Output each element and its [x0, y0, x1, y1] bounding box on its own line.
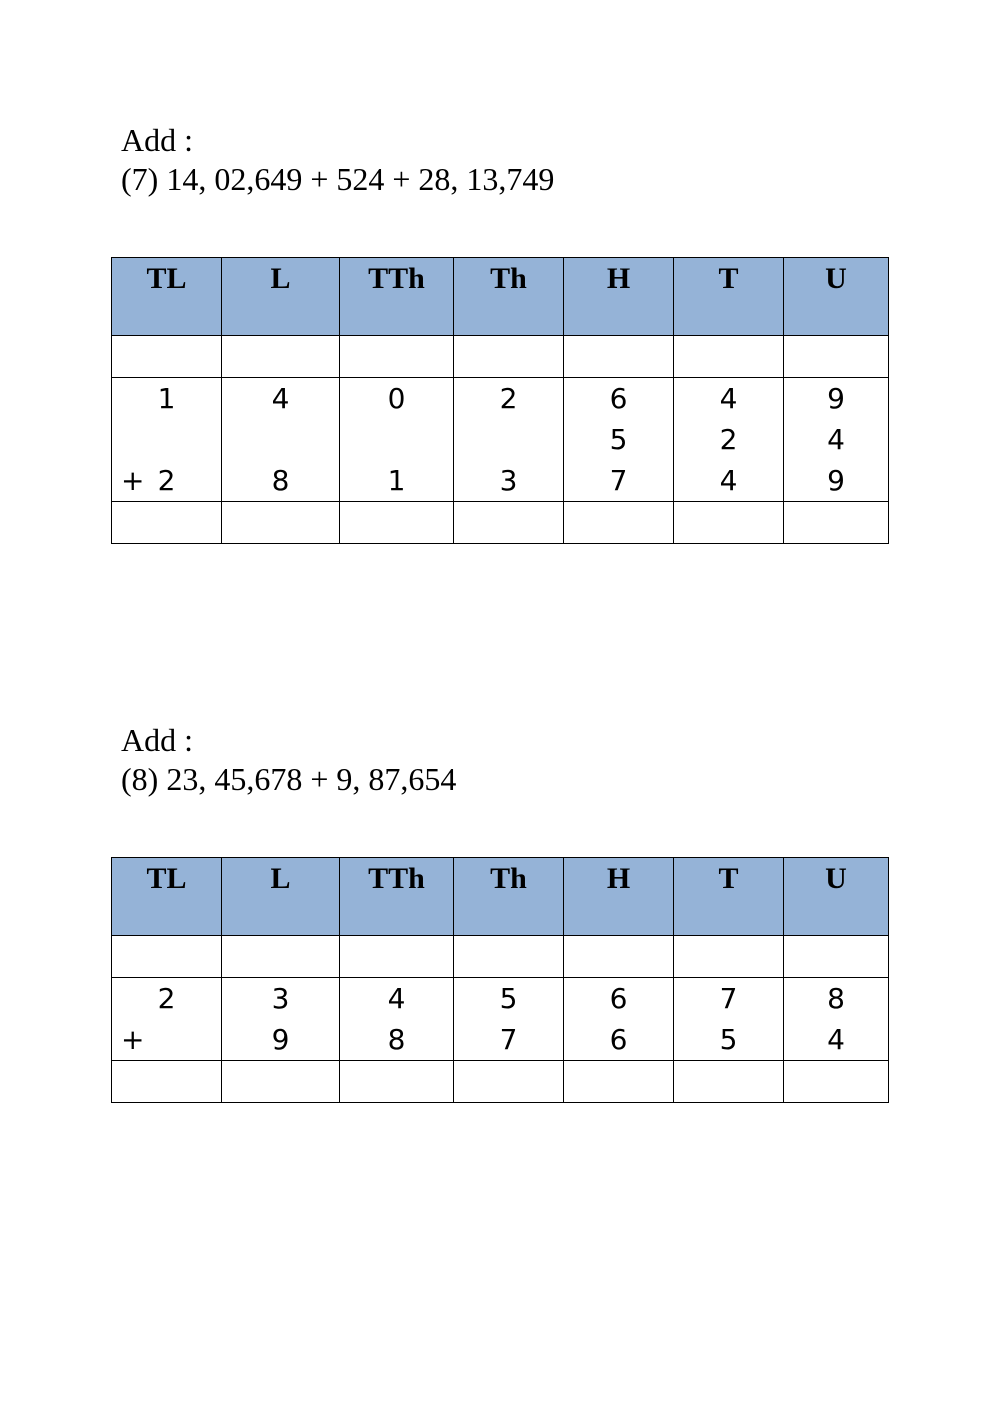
header-h: H — [564, 258, 674, 336]
digit: 9 — [827, 464, 845, 497]
digit: 0 — [387, 382, 406, 415]
carry-cell[interactable] — [112, 936, 222, 978]
answer-row — [112, 1061, 889, 1103]
digit: 4 — [719, 464, 738, 497]
carry-cell[interactable] — [454, 936, 564, 978]
digit: 9 — [827, 382, 845, 415]
digit: 3 — [271, 982, 290, 1015]
digit: 5 — [719, 1023, 738, 1056]
digit: 1 — [387, 464, 406, 497]
carry-cell[interactable] — [340, 336, 454, 378]
carry-cell[interactable] — [564, 336, 674, 378]
header-h: H — [564, 858, 674, 936]
header-t: T — [674, 258, 784, 336]
digit: 3 — [499, 464, 518, 497]
digit — [454, 419, 563, 460]
digit: 4 — [827, 1023, 845, 1056]
plus-row — [112, 460, 221, 501]
answer-cell[interactable] — [222, 502, 340, 544]
header-u: U — [784, 258, 889, 336]
digit: 7 — [719, 982, 738, 1015]
place-value-table — [111, 257, 889, 544]
header-tth: TTh — [340, 858, 454, 936]
answer-cell[interactable] — [784, 502, 889, 544]
header-t: T — [674, 858, 784, 936]
column-th — [454, 378, 564, 502]
header-row — [112, 258, 889, 336]
carry-cell[interactable] — [564, 936, 674, 978]
header-l: L — [222, 858, 340, 936]
digit: 9 — [271, 1023, 290, 1056]
column-tth — [340, 378, 454, 502]
digit: 5 — [499, 982, 518, 1015]
column-th — [454, 978, 564, 1061]
plus-sign: + — [121, 464, 145, 497]
digit: 5 — [609, 423, 628, 456]
column-t — [674, 978, 784, 1061]
digit: 4 — [719, 382, 738, 415]
carry-cell[interactable] — [784, 336, 889, 378]
header-th: Th — [454, 858, 564, 936]
answer-cell[interactable] — [674, 1061, 784, 1103]
digit: 2 — [157, 982, 176, 1015]
answer-cell[interactable] — [674, 502, 784, 544]
answer-cell[interactable] — [112, 1061, 222, 1103]
digit: 4 — [387, 982, 406, 1015]
header-th: Th — [454, 258, 564, 336]
header-tth: TTh — [340, 258, 454, 336]
answer-cell[interactable] — [340, 1061, 454, 1103]
header-tl: TL — [112, 258, 222, 336]
plus-row — [112, 1019, 221, 1060]
digit: 7 — [499, 1023, 518, 1056]
digit: 7 — [609, 464, 628, 497]
header-tl: TL — [112, 858, 222, 936]
header-l: L — [222, 258, 340, 336]
digit — [112, 419, 221, 460]
column-h — [564, 378, 674, 502]
column-l — [222, 378, 340, 502]
carry-cell[interactable] — [674, 936, 784, 978]
digit: 2 — [719, 423, 738, 456]
answer-cell[interactable] — [564, 502, 674, 544]
add-label: Add : — [121, 122, 193, 158]
carry-row — [112, 936, 889, 978]
problem-expression: (7) 14, 02,649 + 524 + 28, 13,749 — [121, 161, 555, 197]
place-value-table — [111, 857, 889, 1103]
addends-row — [112, 978, 889, 1061]
answer-cell[interactable] — [784, 1061, 889, 1103]
header-u: U — [784, 858, 889, 936]
column-tl — [112, 378, 222, 502]
digit: 6 — [609, 982, 628, 1015]
problem-expression: (8) 23, 45,678 + 9, 87,654 — [121, 761, 457, 797]
carry-row — [112, 336, 889, 378]
problem-heading — [121, 721, 456, 799]
answer-cell[interactable] — [222, 1061, 340, 1103]
carry-cell[interactable] — [674, 336, 784, 378]
digit: 6 — [609, 382, 628, 415]
problem-heading — [121, 121, 554, 199]
column-t — [674, 378, 784, 502]
digit: 1 — [157, 382, 176, 415]
column-u — [784, 978, 889, 1061]
digit: 4 — [271, 382, 290, 415]
digit: 8 — [271, 464, 290, 497]
digit: 4 — [827, 423, 845, 456]
answer-row — [112, 502, 889, 544]
carry-cell[interactable] — [784, 936, 889, 978]
answer-cell[interactable] — [454, 1061, 564, 1103]
carry-cell[interactable] — [112, 336, 222, 378]
carry-cell[interactable] — [222, 336, 340, 378]
column-tth — [340, 978, 454, 1061]
digit — [222, 419, 339, 460]
column-u — [784, 378, 889, 502]
digit: 2 — [499, 382, 518, 415]
digit: 8 — [827, 982, 845, 1015]
add-label: Add : — [121, 722, 193, 758]
digit: 6 — [609, 1023, 628, 1056]
carry-cell[interactable] — [222, 936, 340, 978]
header-row — [112, 858, 889, 936]
carry-cell[interactable] — [340, 936, 454, 978]
column-h — [564, 978, 674, 1061]
answer-cell[interactable] — [454, 502, 564, 544]
digit — [340, 419, 453, 460]
answer-cell[interactable] — [340, 502, 454, 544]
plus-sign: + — [121, 1023, 145, 1056]
column-l — [222, 978, 340, 1061]
digit: 8 — [387, 1023, 406, 1056]
addends-row — [112, 378, 889, 502]
digit: 2 — [157, 464, 176, 497]
answer-cell[interactable] — [112, 502, 222, 544]
answer-cell[interactable] — [564, 1061, 674, 1103]
carry-cell[interactable] — [454, 336, 564, 378]
column-tl — [112, 978, 222, 1061]
